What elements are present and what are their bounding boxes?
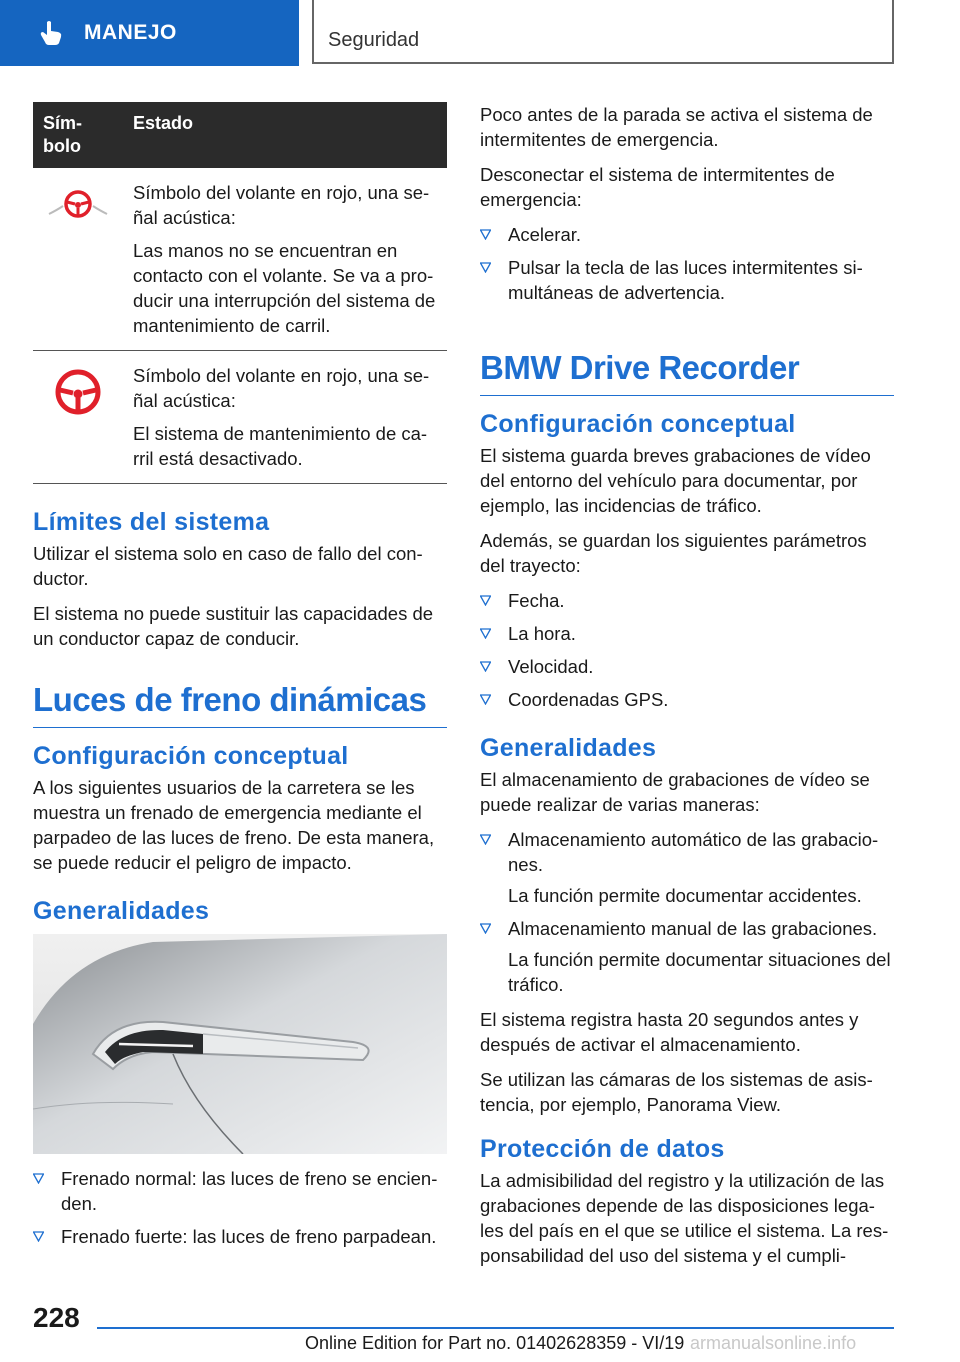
state-text: Símbolo del volante en rojo, una se-ñal acústica: xyxy=(133,182,430,228)
list-item: Frenado normal: las luces de freno se encien-den. xyxy=(33,1166,447,1216)
general-heading: Generalidades xyxy=(33,897,210,925)
chapter-tab[interactable] xyxy=(0,0,299,66)
table-cell-state xyxy=(123,168,447,351)
section-heading-drive-recorder: BMW Drive Recorder xyxy=(480,349,894,396)
general-heading: Generalidades xyxy=(480,734,657,762)
list-item: Almacenamiento automático de las grabacio-nes. La función permite documentar accidentes. xyxy=(480,827,894,908)
list-item: Almacenamiento manual de las grabaciones. La función permite documentar situaciones del tráfico. xyxy=(480,916,894,997)
triangle-bullet-icon xyxy=(480,834,491,845)
left-column xyxy=(33,102,447,1259)
concept-heading: Configuración conceptual xyxy=(33,742,349,770)
table-cell-symbol xyxy=(33,351,123,484)
limits-paragraph: El sistema no puede sustituir las capacidades de un conductor capaz de conducir. xyxy=(33,603,434,649)
section-heading-brake-lights: Luces de freno dinámicas xyxy=(33,681,447,728)
hand-pointer-icon xyxy=(38,20,64,46)
triangle-bullet-icon xyxy=(480,628,491,639)
list-item: Coordenadas GPS. xyxy=(480,687,894,712)
concept-heading: Configuración conceptual xyxy=(480,410,796,438)
state-text: Las manos no se encuentran en contacto con el volante. Se va a pro-ducir una interrupción del sistema de mantenimiento de carril. xyxy=(133,240,436,336)
page-number: 228 xyxy=(33,1302,80,1333)
triangle-bullet-icon xyxy=(480,262,491,273)
section-tab[interactable] xyxy=(312,0,894,64)
list-item-note: La función permite documentar accidentes. xyxy=(508,885,862,906)
triangle-bullet-icon xyxy=(480,229,491,240)
triangle-bullet-icon xyxy=(480,923,491,934)
tail-light-photo xyxy=(33,934,447,1154)
right-column xyxy=(480,102,894,1278)
privacy-paragraph: La admisibilidad del registro y la utilización de las grabaciones depende de las disposiciones lega-les del país en el que se utilice el sistema. La res-ponsabilidad del uso del sistema y el cumpli- xyxy=(480,1170,889,1266)
paragraph: Poco antes de la parada se activa el sistema de intermitentes de emergencia. xyxy=(480,104,873,150)
steering-wheel-faded-icon xyxy=(47,184,109,228)
concept-paragraph: Además, se guardan los siguientes parámetros del trayecto: xyxy=(480,530,867,576)
limits-heading: Límites del sistema xyxy=(33,508,270,536)
table-header-state: Estado xyxy=(123,102,447,168)
list-item: Pulsar la tecla de las luces intermitentes si-multáneas de advertencia. xyxy=(480,255,894,305)
table-header-symbol: Sím- bolo xyxy=(33,102,123,168)
symbol-table xyxy=(33,102,447,484)
edition-text: Online Edition for Part no. 01402628359 - VI/19 xyxy=(305,1333,685,1353)
general-paragraph: El sistema registra hasta 20 segundos antes y después de activar el almacenamiento. xyxy=(480,1009,859,1055)
table-row xyxy=(33,168,447,351)
general-paragraph: Se utilizan las cámaras de los sistemas de asis-tencia, por ejemplo, Panorama View. xyxy=(480,1069,873,1115)
footer-divider xyxy=(97,1327,894,1329)
page-footer xyxy=(0,1296,960,1362)
privacy-heading: Protección de datos xyxy=(480,1135,725,1163)
storage-list xyxy=(480,827,894,997)
list-item: Fecha. xyxy=(480,588,894,613)
list-item: Acelerar. xyxy=(480,222,894,247)
triangle-bullet-icon xyxy=(480,595,491,606)
list-item-note: La función permite documentar situaciones del tráfico. xyxy=(508,949,891,995)
list-item: La hora. xyxy=(480,621,894,646)
limits-paragraph: Utilizar el sistema solo en caso de fallo del con-ductor. xyxy=(33,543,423,589)
section-label: Seguridad xyxy=(328,29,420,51)
state-text: El sistema de mantenimiento de ca-rril está desactivado. xyxy=(133,423,428,469)
state-text: Símbolo del volante en rojo, una se-ñal acústica: xyxy=(133,365,430,411)
brake-list xyxy=(33,1166,447,1249)
page-header xyxy=(0,0,960,66)
concept-paragraph: A los siguientes usuarios de la carretera se les muestra un frenado de emergencia mediante el parpadeo de las luces de freno. De esta manera, se puede reducir el peligro de impacto. xyxy=(33,777,435,873)
list-item: Velocidad. xyxy=(480,654,894,679)
triangle-bullet-icon xyxy=(480,661,491,672)
paragraph: Desconectar el sistema de intermitentes de emergencia: xyxy=(480,164,835,210)
general-paragraph: El almacenamiento de grabaciones de vídeo se puede realizar de varias maneras: xyxy=(480,769,870,815)
chapter-label: MANEJO xyxy=(84,21,177,44)
table-row xyxy=(33,351,447,484)
table-cell-state xyxy=(123,351,447,484)
parameters-list xyxy=(480,588,894,712)
concept-paragraph: El sistema guarda breves grabaciones de vídeo del entorno del vehículo para documentar, por ejemplo, las incidencias de tráfico. xyxy=(480,445,871,516)
list-item: Frenado fuerte: las luces de freno parpadean. xyxy=(33,1224,447,1249)
watermark-site[interactable]: armanualsonline.info xyxy=(690,1333,857,1353)
triangle-bullet-icon xyxy=(33,1231,44,1242)
triangle-bullet-icon xyxy=(480,694,491,705)
table-cell-symbol xyxy=(33,168,123,351)
triangle-bullet-icon xyxy=(33,1173,44,1184)
steering-wheel-red-icon xyxy=(53,367,103,417)
hazard-list xyxy=(480,222,894,305)
table-header-row xyxy=(33,102,447,168)
